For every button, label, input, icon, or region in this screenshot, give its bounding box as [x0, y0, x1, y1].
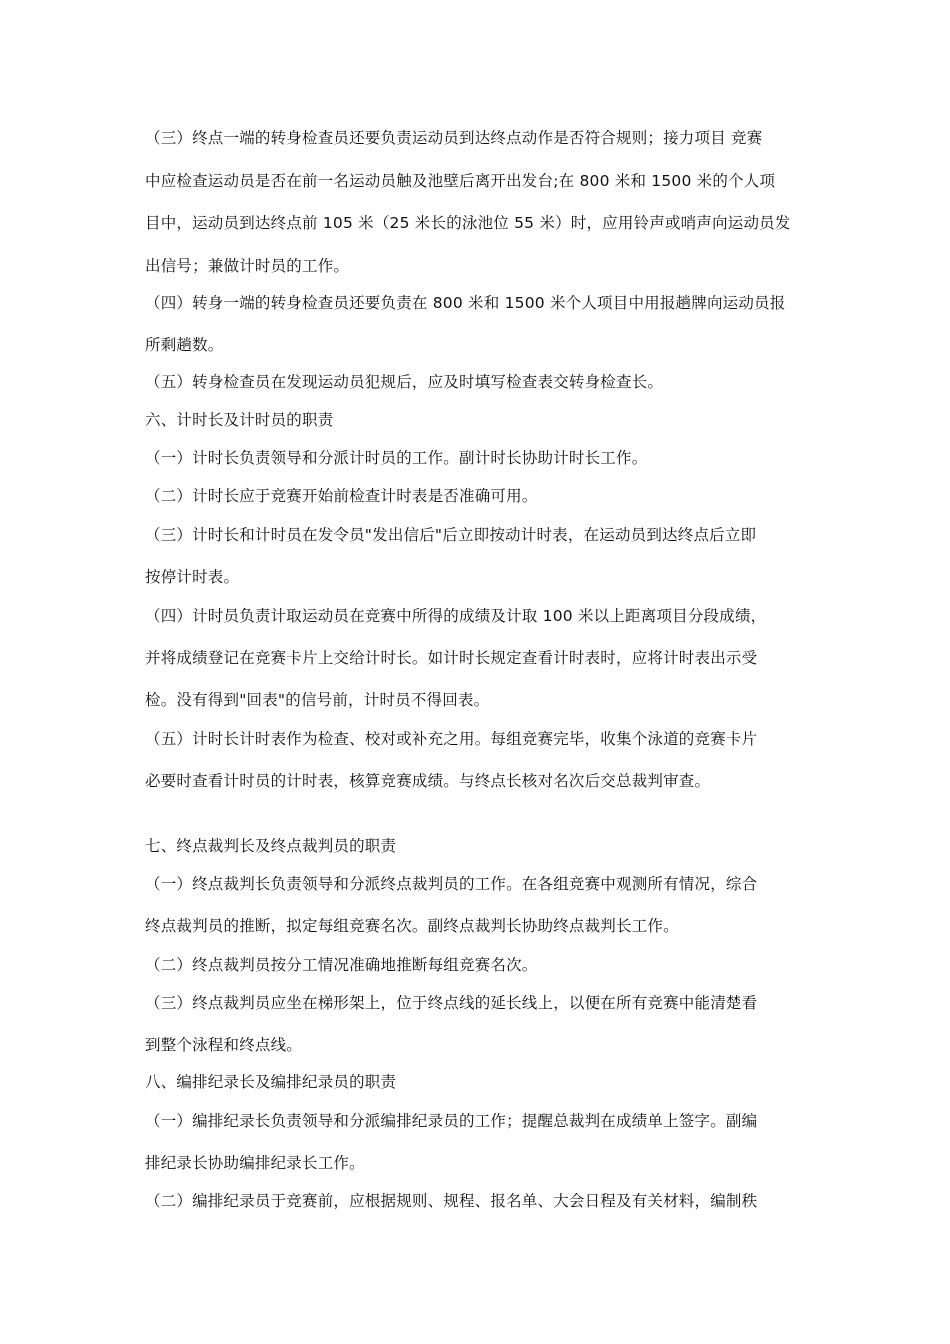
- text-line: （四）计时员负责计取运动员在竞赛中所得的成绩及计取 100 米以上距离项目分段成绩，: [145, 607, 767, 625]
- text-line: 必要时查看计时员的计时表，核算竞赛成绩。与终点长核对名次后交总裁判审查。: [145, 772, 711, 790]
- text-line: 出信号；兼做计时员的工作。: [145, 257, 350, 275]
- text-line: （三）终点裁判员应坐在梯形架上，位于终点线的延长线上，以便在所有竞赛中能清楚看: [145, 994, 758, 1012]
- text-line: 到整个泳程和终点线。: [145, 1036, 303, 1054]
- text-line: （二）终点裁判员按分工情况准确地推断每组竞赛名次。: [145, 956, 538, 974]
- text-line: （三）计时长和计时员在发令员"发出信后"后立即按动计时表，在运动员到达终点后立即: [145, 526, 757, 544]
- text-line: （五）计时长计时表作为检查、校对或补充之用。每组竞赛完毕，收集个泳道的竞赛卡片: [145, 730, 758, 748]
- text-line: （二）编排纪录员于竞赛前，应根据规则、规程、报名单、大会日程及有关材料，编制秩: [145, 1192, 758, 1210]
- text-line: 并将成绩登记在竞赛卡片上交给计时长。如计时长规定查看计时表时，应将计时表出示受: [145, 649, 758, 667]
- text-line: （五）转身检查员在发现运动员犯规后，应及时填写检查表交转身检查长。: [145, 373, 664, 391]
- document-page: [145, 0, 810, 1344]
- section-heading: 六、计时长及计时员的职责: [145, 411, 334, 429]
- text-line: 排纪录长协助编排纪录长工作。: [145, 1154, 365, 1172]
- text-line: 检。没有得到"回表"的信号前，计时员不得回表。: [145, 691, 490, 709]
- text-line: （一）编排纪录长负责领导和分派编排纪录员的工作；提醒总裁判在成绩单上签字。副编: [145, 1112, 758, 1130]
- text-line: 按停计时表。: [145, 568, 240, 586]
- text-line: 所剩趟数。: [145, 336, 224, 354]
- text-line: 终点裁判员的推断，拟定每组竞赛名次。副终点裁判长协助终点裁判长工作。: [145, 917, 679, 935]
- section-heading: 七、终点裁判长及终点裁判员的职责: [145, 837, 397, 855]
- text-line: （二）计时长应于竞赛开始前检查计时表是否准确可用。: [145, 487, 538, 505]
- text-line: （一）计时长负责领导和分派计时员的工作。副计时长协助计时长工作。: [145, 449, 648, 467]
- text-line: 目中，运动员到达终点前 105 米（25 米长的泳池位 55 米）时，应用铃声或哨声向运动员发: [145, 214, 791, 232]
- section-heading: 八、编排纪录长及编排纪录员的职责: [145, 1073, 397, 1091]
- text-line: 中应检查运动员是否在前一名运动员触及池壁后离开出发台;在 800 米和 1500 米的个人项: [145, 172, 776, 190]
- text-line: （四）转身一端的转身检查员还要负责在 800 米和 1500 米个人项目中用报趟牌向运动员报: [145, 294, 786, 312]
- text-line: （一）终点裁判长负责领导和分派终点裁判员的工作。在各组竞赛中观测所有情况，综合: [145, 875, 758, 893]
- text-line: （三）终点一端的转身检查员还要负责运动员到达终点动作是否符合规则；接力项目 竞赛: [145, 129, 763, 147]
